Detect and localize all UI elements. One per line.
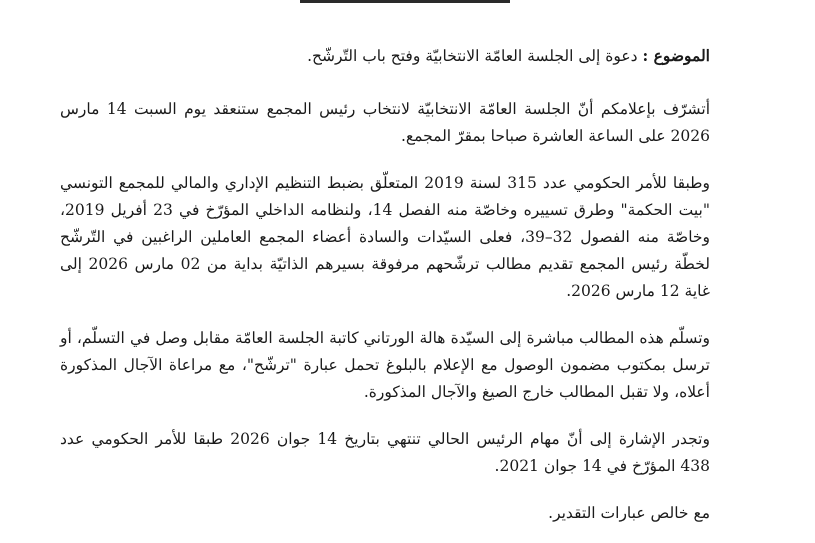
subject-label: الموضوع : — [642, 46, 710, 65]
subject-text: دعوة إلى الجلسة العامّة الانتخابيّة وفتح باب التّرشّح. — [307, 47, 638, 65]
subject-line — [60, 42, 710, 70]
paragraph-candidacy-rules: وطبقا للأمر الحكومي عدد 315 لسنة 2019 المتعلّق بضبط التنظيم الإداري والمالي للمجمع التونسي "بيت الحكمة" وطرق تسييره وخاصّة منه الفصل 14، ولنظامه الداخلي المؤرّخ في 23 أفريل 2019، وخاصّة منه الفصول 32–39، فعلى السيّدات والسادة أعضاء المجمع العاملين الراغبين في التّرشّح لخطّة رئيس المجمع تقديم مطالب ترشّحهم مرفوقة بسيرهم الذاتيّة بداية من 02 مارس 2026 إلى غاية 12 مارس 2026. — [60, 174, 710, 300]
top-rule — [300, 0, 510, 3]
closing-line: مع خالص عبارات التقدير. — [548, 504, 710, 522]
paragraph-submission-method: وتسلّم هذه المطالب مباشرة إلى السيّدة هالة الورتاني كاتبة الجلسة العامّة مقابل وصل في التسلّم، أو ترسل بمكتوب مضمون الوصول مع الإعلام بالبلوغ تحمل عبارة "ترشّح"، مع مراعاة الآجال المذكورة أعلاه، ولا تقبل المطالب خارج الصيغ والآجال المذكورة. — [60, 329, 710, 401]
paragraph-term-end: وتجدر الإشارة إلى أنّ مهام الرئيس الحالي تنتهي بتاريخ 14 جوان 2026 طبقا للأمر الحكومي عدد 438 المؤرّخ في 14 جوان 2021. — [60, 430, 710, 475]
letter-body — [60, 30, 710, 527]
paragraph-meeting-announcement: أتشرّف بإعلامكم أنّ الجلسة العامّة الانتخابيّة لانتخاب رئيس المجمع ستنعقد يوم السبت 14 مارس 2026 على الساعة العاشرة صباحا بمقرّ المجمع. — [60, 100, 711, 145]
